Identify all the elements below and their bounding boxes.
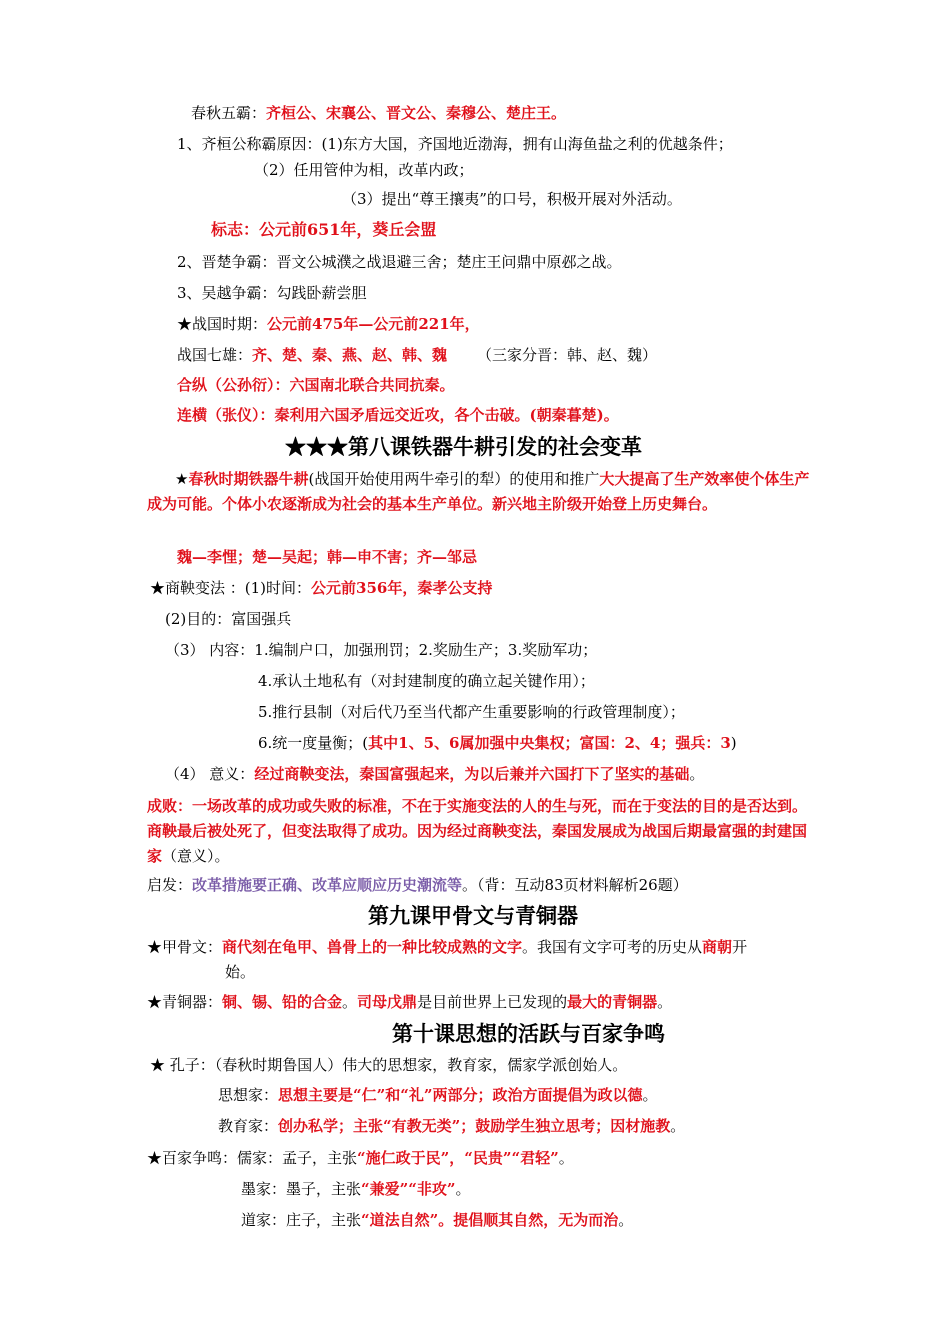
highlight: 齐、楚、秦、燕、赵、韩、魏: [252, 346, 448, 364]
highlight: 改革措施要正确、改革应顺应历史潮流等: [192, 876, 463, 894]
seven-states-line: [177, 345, 657, 365]
highlight: 齐桓公、宋襄公、晋文公、秦穆公、楚庄王。: [266, 104, 567, 122]
highlight: 最大的青铜器: [567, 993, 658, 1011]
label: （4） 意义：: [165, 765, 255, 783]
oracle-bone-line: [147, 937, 747, 957]
inspiration-line: [147, 875, 688, 895]
success-failure-paragraph: [147, 794, 819, 869]
highlight: 商代刻在龟甲、兽骨上的一种比较成熟的文字: [222, 938, 523, 956]
label: 启发：: [147, 876, 193, 894]
thinker-line: [218, 1085, 658, 1105]
label: ★商鞅变法 ：(1)时间：: [150, 579, 312, 597]
text: （意义）。: [162, 847, 230, 865]
confucius-line: ★ 孔子：（春秋时期鲁国人）伟大的思想家，教育家，儒家学派创始人。: [150, 1056, 628, 1074]
text: (战国开始使用两牛牵引的犁）的使用和推广: [308, 470, 600, 488]
oracle-bone-line-2: 始。: [225, 963, 256, 981]
text: 。: [642, 1086, 658, 1104]
shang-yang-content-6: [258, 733, 737, 753]
taoism-line: [241, 1210, 633, 1230]
text: 6.统一度量衡；(: [258, 734, 369, 752]
label: 道家：庄子，主张: [241, 1211, 362, 1229]
highlight: 公元前356年，秦孝公支持: [311, 579, 493, 597]
highlight: 铜、锡、铅的合金: [222, 993, 343, 1011]
star-mark: ★: [175, 470, 189, 488]
hezong-line: 合纵（公孙衍）：六国南北联合共同抗秦。: [177, 376, 455, 394]
highlight: 成败：一场改革的成功或失败的标准，不在于实施变法的人的生与死，而在于变法的目的是否达到。商鞅最后被处死了，但变法取得了成功。因为经过商鞅变法，秦国发展成为战国后期最富强的封建国家: [147, 797, 808, 865]
warring-period-line: [177, 314, 480, 334]
label: 春秋五霸：: [191, 104, 267, 122]
highlight: 春秋时期铁器牛耕: [188, 470, 309, 488]
educator-line: [218, 1116, 685, 1136]
highlight: “施仁政于民”，“民贵”“君轻”: [357, 1149, 559, 1167]
label: 墨家：墨子，主张: [241, 1180, 362, 1198]
lianheng-line: 连横（张仪）：秦利用六国矛盾远交近攻，各个击破。(朝秦暮楚)。: [177, 406, 619, 424]
shang-yang-content-1: （3） 内容：1.编制户口，加强刑罚；2.奖励生产；3.奖励军功；: [165, 641, 598, 659]
highlight: 经过商鞅变法，秦国富强起来，为以后兼并六国打下了坚实的基础: [254, 765, 690, 783]
five-hegemons-line: [191, 103, 566, 123]
text: ): [730, 734, 737, 752]
shang-yang-content-4: 4.承认土地私有（对封建制度的确立起关键作用）；: [258, 672, 595, 690]
reformers-line: 魏—李悝；楚—吴起；韩—申不害；齐—邹忌: [177, 548, 478, 566]
label: ★甲骨文：: [147, 938, 223, 956]
label: ★战国时期：: [177, 315, 268, 333]
label: ★百家争鸣：儒家：孟子，主张: [147, 1149, 358, 1167]
highlight: “兼爱”“非攻”: [361, 1180, 456, 1198]
qi-reason-2: （2）任用管仲为相，改革内政；: [254, 161, 474, 179]
highlight: 创办私学；主张“有教无类”；鼓励学生独立思考；因材施教: [278, 1117, 671, 1135]
text: 。: [618, 1211, 634, 1229]
qi-sign: 标志：公元前651年，葵丘会盟: [211, 220, 437, 239]
text: 。我国有文字可考的历史从: [522, 938, 703, 956]
confucianism-line: [147, 1148, 574, 1168]
label: 教育家：: [218, 1117, 279, 1135]
label: 战国七雄：: [177, 346, 253, 364]
lesson-8-heading: ★★★第八课铁器牛耕引发的社会变革: [285, 434, 642, 459]
note: （三家分晋：韩、赵、魏）: [477, 346, 658, 364]
text: 开: [732, 938, 748, 956]
bronze-line: [147, 992, 672, 1012]
qi-reason-1: 1、齐桓公称霸原因：(1)东方大国，齐国地近渤海，拥有山海鱼盐之利的优越条件；: [177, 135, 733, 153]
highlight: 思想主要是“仁”和“礼”两部分；政治方面提倡为政以德: [278, 1086, 643, 1104]
highlight: “道法自然”。提倡顺其自然，无为而治: [361, 1211, 619, 1229]
label: 思想家：: [218, 1086, 279, 1104]
lesson-9-heading: 第九课甲骨文与青铜器: [368, 903, 578, 928]
highlight: 司母戊鼎: [357, 993, 418, 1011]
text: 是目前世界上已发现的: [417, 993, 568, 1011]
lesson-10-heading: 第十课思想的活跃与百家争鸣: [392, 1021, 665, 1046]
shang-yang-time: [150, 578, 492, 598]
highlight: 其中1、5、6属加强中央集权；富国：2、4；强兵：3: [368, 734, 731, 752]
jin-chu-line: 2、晋楚争霸：晋文公城濮之战退避三舍；楚庄王问鼎中原邲之战。: [177, 253, 622, 271]
text: 。: [558, 1149, 574, 1167]
wu-yue-line: 3、吴越争霸：勾践卧薪尝胆: [177, 284, 367, 302]
mohism-line: [241, 1179, 471, 1199]
highlight: 大大提高了生产效率使个体生产成为可能。个体小农逐渐成为社会的基本生产单位。新兴地主阶级开始登上历史舞台。: [147, 470, 810, 513]
text: 。: [342, 993, 358, 1011]
highlight: 公元前475年—公元前221年，: [267, 315, 480, 333]
text: 。: [689, 765, 705, 783]
shang-yang-purpose: (2)目的：富国强兵: [165, 610, 292, 628]
note: 。（背：互动83页材料解析26题）: [462, 876, 688, 894]
shang-yang-significance: [165, 764, 704, 784]
shang-yang-content-5: 5.推行县制（对后代乃至当代都产生重要影响的行政管理制度）；: [258, 703, 685, 721]
text: 。: [657, 993, 673, 1011]
label: ★青铜器：: [147, 993, 223, 1011]
lesson-8-paragraph: [147, 467, 819, 517]
highlight: 商朝: [702, 938, 733, 956]
text: 。: [455, 1180, 471, 1198]
text: 。: [670, 1117, 686, 1135]
qi-reason-3: （3）提出“尊王攘夷”的口号，积极开展对外活动。: [342, 190, 682, 208]
